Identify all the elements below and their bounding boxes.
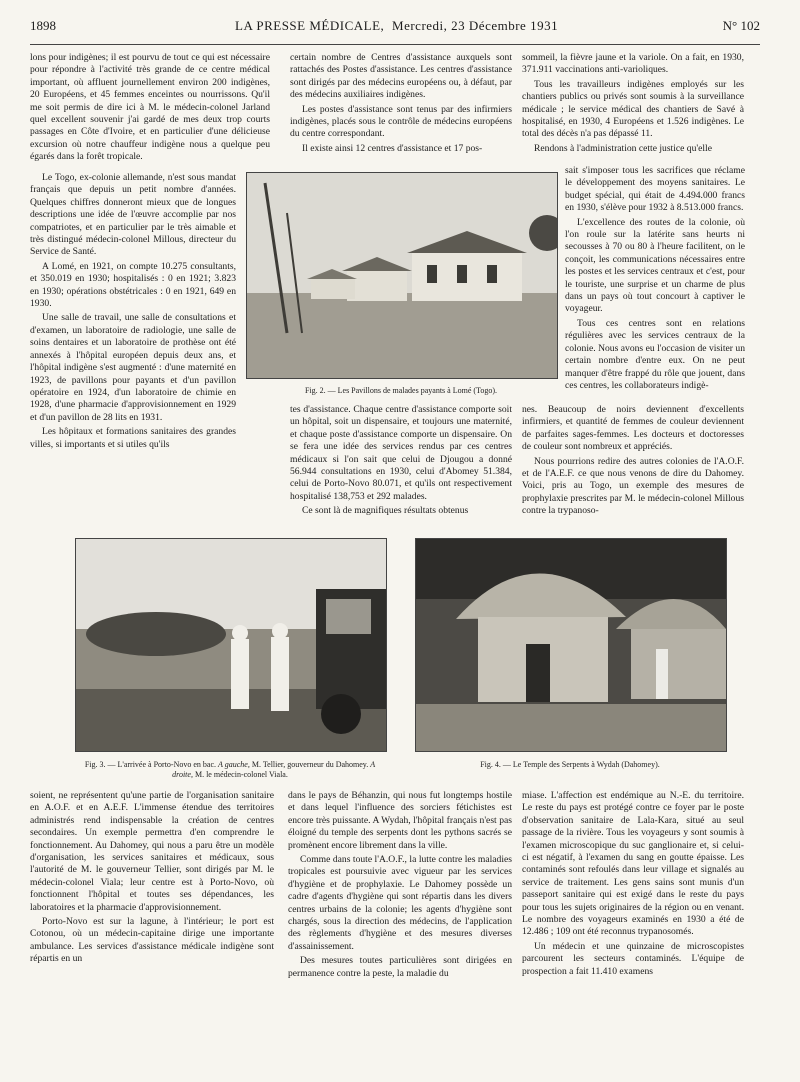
paragraph: sait s'imposer tous les sacrifices que réclame le développement des moyens sanitaires. Le budget spécial, qui était de 4.494.000 francs en 1930, s'élève pour 1932 à 8.513.000 francs. bbox=[565, 165, 745, 214]
paragraph: Il existe ainsi 12 centres d'assistance et 17 pos- bbox=[302, 142, 483, 154]
journal-title bbox=[235, 18, 558, 34]
figure-3-photo bbox=[75, 538, 387, 752]
paragraph: Porto-Novo est sur la lagune, à l'intérieur; le port est Cotonou, où un médecin-capitaine dirige une importante ambulance. Les services d'assistance médicale indigène sont répartis en un bbox=[30, 916, 274, 965]
column-3-side bbox=[565, 165, 745, 410]
column-2-mid bbox=[290, 404, 512, 524]
figure-2-caption: Fig. 2. — Les Pavillons de malades payants à Lomé (Togo). bbox=[304, 386, 498, 395]
paragraph: Une salle de travail, une salle de consultations et d'examen, un laboratoire de radiologie, une salle de soins dentaires et un laboratoire de prothèse ont été annexés à l'hôpital européen depuis deux ans, et l'hôpital indigène s'est augmenté : d'une maternité en 1923, de pavillons pour payants et d'un pavillon opératoire en 1924, d'un laboratoire de chimie en 1928, d'une pharmacie d'approvisionnement en 1929 et d'un pavillon de 28 lits en 1931. bbox=[30, 312, 236, 423]
page-header bbox=[30, 18, 760, 40]
figure-4-photo bbox=[415, 538, 727, 752]
figure-3-caption-left-label: A gauche, bbox=[218, 760, 250, 769]
paragraph: Tous les travailleurs indigènes employés sur les chantiers publics ou privés sont soumis à la surveillance médicale ; le service médical des chantiers de Savé à hospitalisé, en 1930, 4 Européens et 1.526 indigènes. Le total des décès n'a pas dépassé 11. bbox=[522, 78, 744, 140]
paragraph: tes d'assistance. Chaque centre d'assistance comporte soit un hôpital, soit un dispensaire, et toujours une maternité, et chaque poste d'assistance comporte un dispensaire. On se fera une idée des services rendus par ces centres médicaux si l'on sait que celui de Djougou a donné 56.944 consultations en 1930, celui d'Abomey 51.384, celui de Porto-Novo 80.071, et qu'ils ont respectivement hospitalisé 138,753 et 292 malades. bbox=[290, 404, 512, 502]
paragraph: miase. L'affection est endémique au N.-E. du territoire. Le reste du pays est protégé contre ce foyer par le poste d'observation sanitaire de Lala-Kara, situé au seul passage de la rivière. Tous les voyageurs y sont soumis à l'examen microscopique du suc ganglionaire et, si celui-ci est négatif, à l'examen du sang en goutte épaisse. Les contaminés sont refoulés dans leur village et signalés au service de traitement. Les gens sains sont munis d'un passeport sanitaire qui est exigé dans le reste du pays pour tous les sujets originaires de la région ou en venant. Le nombre des voyageurs examinés en 1930 a été de 12.486 ; 109 ont été reconnus trypanosomés. bbox=[522, 790, 744, 938]
paragraph: soient, ne représentent qu'une partie de l'organisation sanitaire en A.O.F. et en A.E.F. L'immense étendue des territoires administrés rend indispensable la création de centres secondaires. Un exemple permettra d'en comprendre le fonctionnement. Au Dahomey, qui nous a paru être un modèle d'organisation, les services sanitaires et médicaux, sous l'autorité de M. le gouverneur Tellier, sont dirigés par M. le médecin-colonel Viala; leur centre est à Porto-Novo, où fonctionnent l'hôpital et toutes ses dépendances, les laboratoires et la pharmacie d'approvisionnement. bbox=[30, 790, 274, 913]
column-2-top bbox=[290, 52, 512, 164]
paragraph: Nous pourrions redire des autres colonies de l'A.O.F. et de l'A.E.F. ce que nous venons de dire du Dahomey. Voici, pris au Togo, un exemple des mesures de prophylaxie prescrites par M. le médecin-colonel Millous contre la trypanoso- bbox=[522, 455, 744, 517]
paragraph: dans le pays de Béhanzin, qui nous fut longtemps hostile et dans lequel l'influence des sorciers fétichistes est encore très puissante. A Wydah, l'hôpital français n'est pas éloigné du temple des serpents dont les pythons sacrés se promènent encore librement dans la ville. bbox=[288, 790, 512, 851]
paragraph: Un médecin et une quinzaine de microscopistes parcourent les secteurs contaminés. L'équipe de prospection a fait 11.410 examens bbox=[522, 940, 744, 977]
column-3-top bbox=[522, 52, 744, 164]
issue-number: N° 102 bbox=[722, 18, 760, 33]
column-3-mid bbox=[522, 404, 744, 524]
pavilions-photo-illustration bbox=[247, 173, 557, 378]
journal-name: LA PRESSE MÉDICALE, bbox=[235, 18, 385, 33]
ferry-arrival-photo-illustration bbox=[76, 539, 386, 751]
figure-2-photo bbox=[246, 172, 558, 379]
figure-4-caption: Fig. 4. — Le Temple des Serpents à Wydah (Dahomey). bbox=[480, 760, 660, 769]
paragraph: lons pour indigènes; il est pourvu de tout ce qui est nécessaire pour répondre à l'activité très grande de ce centre médical important, où affluent journellement environ 200 indigènes, 20 Européens, et 45 femmes enceintes ou nourrissons. Qu'il me soit permis de dire ici à M. le médecin-colonel Jarland quel excellent souvenir j'ai gardé de mes deux trop courts passages en Côte d'Ivoire, et en particulier d'une délicieuse excursion où notre chauffeur indigène nous a quelque peu égarés dans la forêt tropicale. bbox=[30, 52, 270, 163]
serpent-temple-photo-illustration bbox=[416, 539, 726, 751]
column-1-bottom bbox=[30, 790, 274, 1072]
paragraph: L'excellence des routes de la colonie, où l'on roule sur la latérite sans heurts ni secousses à 70 ou 80 à l'heure facilitent, on le conçoit, les communications nécessaires entre les postes et les services centraux et c'est, pour le touriste, une surprise et un charme de plus dans un pays où tout concourt à captiver le voyageur. bbox=[565, 216, 745, 315]
paragraph: A Lomé, en 1921, on compte 10.275 consultants, et 350.019 en 1930; hospitalisés : 0 en 1921; 3.823 en 1930; opérations obstétricales : 0 en 1921, 649 en 1930. bbox=[30, 260, 236, 310]
paragraph: Tous ces centres sont en relations régulières avec les services centraux de la colonie. Nous avons eu l'occasion de visiter un certain nombre d'entre eux. On ne peut manquer d'être frappé du rôle que jouent, dans ces centres, les collaborateurs indigè- bbox=[565, 317, 745, 391]
paragraph: sommeil, la fièvre jaune et la variole. On a fait, en 1930, 371.911 vaccinations anti-varioliques. bbox=[522, 52, 744, 76]
figure-3-caption-right: M. le médecin-colonel Viala. bbox=[194, 770, 288, 779]
column-1-top bbox=[30, 52, 270, 170]
paragraph: Des mesures toutes particulières sont dirigées en permanence contre la peste, la maladie du bbox=[288, 955, 512, 979]
column-3-bottom bbox=[522, 790, 744, 1072]
paragraph: Les postes d'assistance sont tenus par des infirmiers indigènes, placés sous le contrôle de médecins européens du centre correspondant. bbox=[290, 103, 512, 140]
paragraph: Le Togo, ex-colonie allemande, n'est sous mandat français que depuis un petit nombre d'années. Quelques chiffres donneront mieux que de longues descriptions une idée de l'œuvre accomplie par nos compatriotes, et en particulier par le très aimable et très distingué médecin-colonel Millous, directeur du Service de Santé. bbox=[30, 172, 236, 258]
figure-3-caption bbox=[75, 760, 385, 780]
issue-date: Mercredi, 23 Décembre 1931 bbox=[392, 18, 559, 33]
figure-3-caption-right-label: A droite, bbox=[172, 760, 376, 779]
paragraph: certain nombre de Centres d'assistance auxquels sont rattachés des Postes d'assistance. Les centres d'assistance sont dirigés par des médecins européens ou, à défaut, par des médecins auxiliaires indigènes. bbox=[290, 52, 512, 101]
figure-3-caption-left: M. Tellier, gouverneur du Dahomey. bbox=[251, 760, 369, 769]
paragraph: Rendons à l'administration cette justice qu'elle bbox=[534, 142, 712, 154]
page-number: 1898 bbox=[30, 18, 56, 33]
header-rule bbox=[30, 44, 760, 45]
paragraph: Les hôpitaux et formations sanitaires des grandes villes, si importants et si utiles qu'ils bbox=[30, 426, 236, 450]
figure-3-caption-lead: Fig. 3. — L'arrivée à Porto-Novo en bac. bbox=[84, 760, 217, 769]
column-2-bottom bbox=[288, 790, 512, 1072]
paragraph: Comme dans toute l'A.O.F., la lutte contre les maladies tropicales est poursuivie avec vigueur par les services d'hygiène et de prophylaxie. Le Dahomey possède un cadre d'agents d'hygiène qui sont répartis dans les divers centres urbains de la colonie; les agents d'hygiène sont chargés, sous la direction des médecins, de l'application des règlements d'hygiène et des mesures diverses d'assainissement. bbox=[288, 854, 512, 952]
paragraph: Ce sont là de magnifiques résultats obtenus bbox=[302, 505, 469, 517]
paragraph: nes. Beaucoup de noirs deviennent d'excellents infirmiers, et quantité de femmes de couleur deviennent de parfaites sages-femmes. Les docteurs et doctoresses de couleur sont nombreux et appréciés. bbox=[522, 404, 744, 453]
column-1-top-narrow bbox=[30, 172, 236, 542]
